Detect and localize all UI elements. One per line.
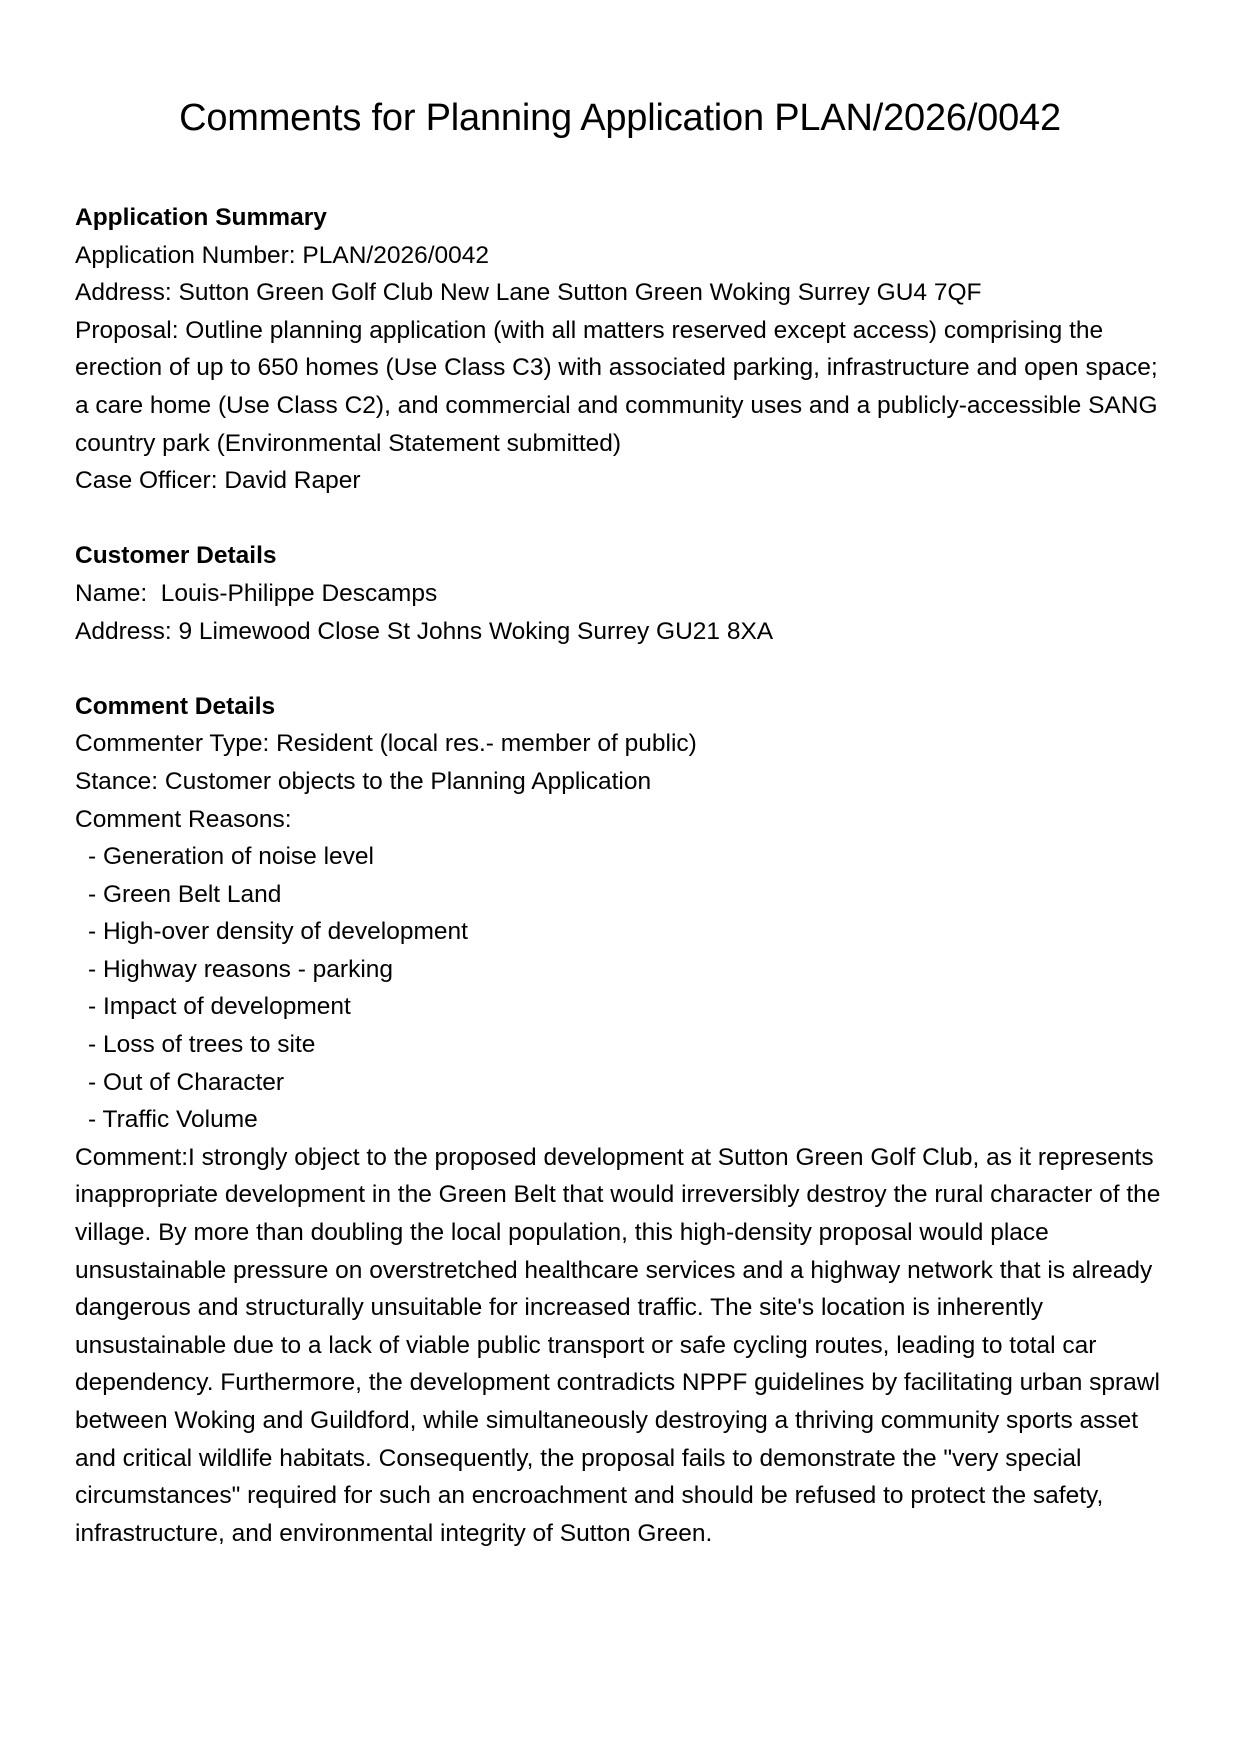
comment-reasons-label: Comment Reasons: — [75, 805, 292, 833]
list-item: - High-over density of development — [88, 918, 468, 946]
comment-text: Comment:I strongly object to the proposed development at Sutton Green Golf Club, as it represents inappropriate development in the Green Belt that would irreversibly destroy the rural character of the village. By more than doubling the local population, this high-density proposal would place unsustainable pressure on overstretched healthcare services and a highway network that is already dangerous and structurally unsuitable for increased traffic. The site's location is inherently unsustainable due to a lack of viable public transport or safe cycling routes, leading to total car dependency. Furthermore, the development contradicts NPPF guidelines by facilitating urban sprawl between Woking and Guildford, while simultaneously destroying a thriving community sports asset and critical wildlife habitats. Consequently, the proposal fails to demonstrate the "very special circumstances" required for such an encroachment and should be refused to protect the safety, infrastructure, and environmental integrity of Sutton Green. — [75, 1143, 1161, 1547]
customer-details-heading: Customer Details — [75, 542, 277, 570]
comment-details-heading: Comment Details — [75, 692, 276, 720]
application-number: Application Number: PLAN/2026/0042 — [75, 241, 490, 269]
page-title: Comments for Planning Application PLAN/2026/0042 — [179, 97, 1061, 139]
comment-reasons-list — [75, 838, 1175, 1139]
application-address: Address: Sutton Green Golf Club New Lane Sutton Green Woking Surrey GU4 7QF — [75, 279, 982, 307]
document-body — [75, 199, 1175, 1552]
list-item: - Highway reasons - parking — [88, 955, 394, 983]
list-item: - Traffic Volume — [88, 1106, 258, 1134]
list-item: - Impact of development — [88, 993, 351, 1021]
list-item: - Green Belt Land — [88, 880, 282, 908]
list-item: - Loss of trees to site — [88, 1031, 316, 1059]
case-officer: Case Officer: David Raper — [75, 467, 361, 495]
application-summary-heading: Application Summary — [75, 204, 327, 231]
application-proposal: Proposal: Outline planning application (with all matters reserved except access) comprising the erection of up to 650 homes (Use Class C3) with associated parking, infrastructure and open space; a care home (Use Class C2), and commercial and community uses and a publicly-accessible SANG country park (Environmental Statement submitted) — [75, 316, 1158, 457]
list-item: - Generation of noise level — [88, 843, 374, 871]
list-item: - Out of Character — [88, 1068, 285, 1096]
comment-details-section — [75, 688, 1175, 1553]
comment-stance: Stance: Customer objects to the Planning Application — [75, 767, 652, 795]
customer-name: Name: Louis-Philippe Descamps — [75, 579, 438, 607]
customer-address: Address: 9 Limewood Close St Johns Woking Surrey GU21 8XA — [75, 617, 774, 645]
application-summary-section — [75, 199, 1175, 500]
customer-details-section — [75, 537, 1175, 650]
commenter-type: Commenter Type: Resident (local res.- member of public) — [75, 730, 697, 758]
